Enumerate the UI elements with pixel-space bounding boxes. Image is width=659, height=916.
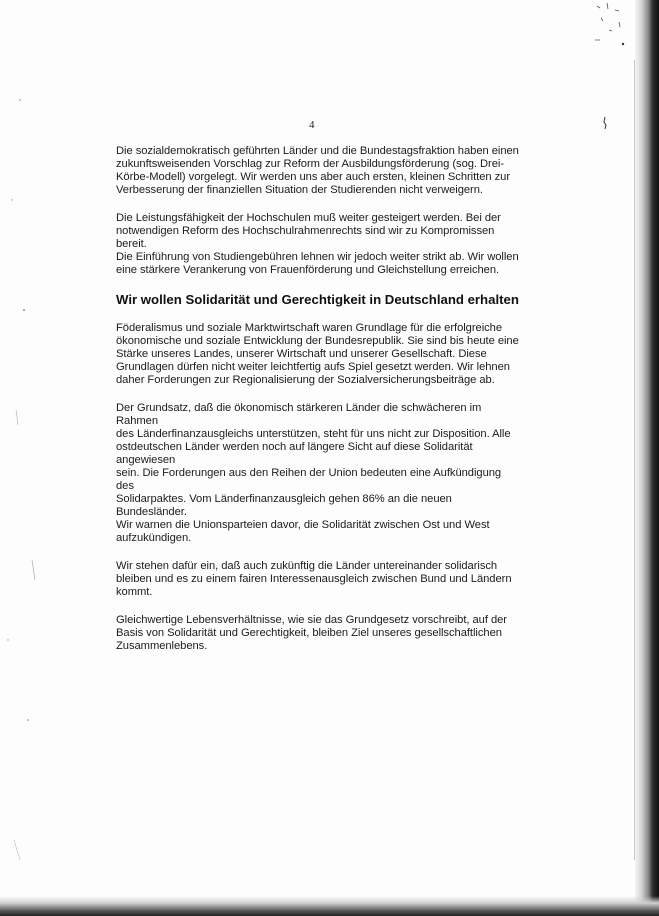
margin-mark-right: [600, 116, 610, 130]
scan-specks-left: [2, 80, 42, 900]
page-number: 4: [309, 119, 315, 131]
paragraph-foederalismus: Föderalismus und soziale Marktwirtschaft waren Grundlage für die erfolgreiche ökonomische und soziale Entwicklung der Bundesrepublik. Sie sind bis heute eine Stärke unseres Landes, unserer Wirtschaft und unserer Gesellschaft. Diese Grundlagen dürfen nicht weiter leichtfertig aufs Spiel gesetzt werden. Wir lehnen daher Forderungen zur Regionalisierung der Sozialversicherungsbeiträge ab.: [116, 322, 519, 386]
paragraph-hochschulen: Die Leistungsfähigkeit der Hochschulen muß weiter gesteigert werden. Bei der notwendigen Reform des Hochschulrahmenrechts sind wir zu Kompromissen bereit. Die Einführung von Studiengebühren lehnen wir jedoch weiter strikt ab. Wir wollen eine stärkere Verankerung von Frauenförderung und Gleichstellung erreichen.: [116, 212, 519, 276]
document-body: [116, 145, 521, 668]
paragraph-laenderfinanzausgleich: Der Grundsatz, daß die ökonomisch stärkeren Länder die schwächeren im Rahmen des Länderfinanzausgleichs unterstützen, steht für uns nicht zur Disposition. Alle ostdeutschen Länder werden noch auf längere Sicht auf diese Solidarität angewiesen sein. Die Forderungen aus den Reihen der Union bedeuten eine Aufkündigung des Solidarpaktes. Vom Länderfinanzausgleich gehen 86% an die neuen Bundesländer. Wir warnen die Unionsparteien davor, die Solidarität zwischen Ost und West aufzukündigen.: [116, 402, 511, 544]
scan-corner-marks: [589, 0, 629, 50]
scan-dark-edge-right: [635, 0, 659, 916]
paragraph-ausbildungsfoerderung: Die sozialdemokratisch geführten Länder und die Bundestagsfraktion haben einen zukunftsweisenden Vorschlag zur Reform der Ausbildungsförderung (sog. Drei- Körbe-Modell) vorgelegt. Wir werden uns aber auch ersten, kleinen Schritten zur Verbesserung der finanziellen Situation der Studierenden nicht verweigern.: [116, 145, 519, 196]
section-heading: Wir wollen Solidarität und Gerechtigkeit in Deutschland erhalten: [116, 292, 519, 307]
scan-dark-edge-bottom: [0, 896, 659, 916]
paragraph-lebensverhaeltnisse: Gleichwertige Lebensverhältnisse, wie sie das Grundgesetz vorschreibt, auf der Basis von Solidarität und Gerechtigkeit, bleiben Ziel unseres gesellschaftlichen Zusammenlebens.: [116, 614, 507, 652]
paragraph-solidarisch: Wir stehen dafür ein, daß auch zukünftig die Länder untereinander solidarisch bleiben und es zu einem fairen Interessenausgleich zwischen Bund und Ländern kommt.: [116, 560, 512, 598]
